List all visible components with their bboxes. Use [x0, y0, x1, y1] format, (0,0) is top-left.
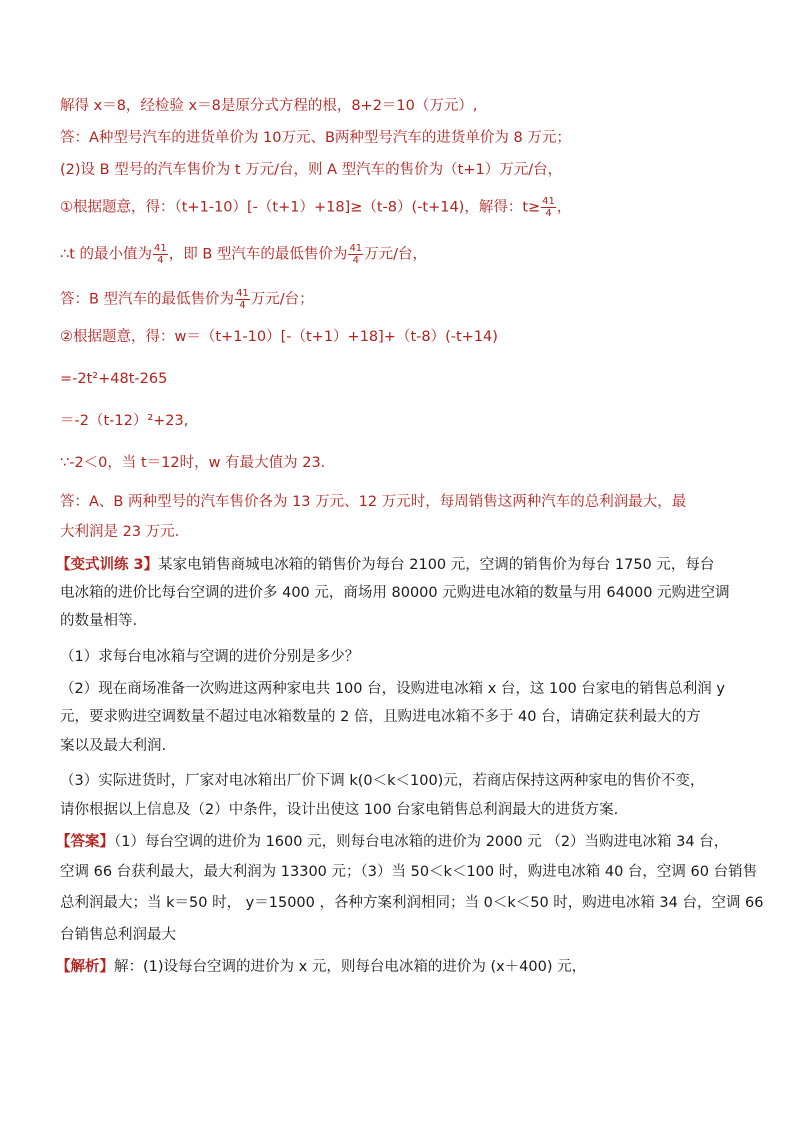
answer-tag: 【答案】 [56, 834, 114, 850]
fraction-numerator: 41 [349, 243, 363, 254]
text-segment: ∴t 的最小值为 [60, 246, 153, 263]
text-line: 的数量相等. [60, 613, 138, 629]
text-segment: ①根据题意，得：（t+1-10）[-（t+1）+18]≥（t-8）(-t+14)，解得：t≥ [60, 199, 541, 216]
text-segment: 某家电销售商城电冰箱的销售价为每台 2100 元，空调的销售价为每台 1750 元，每台 [158, 557, 715, 573]
text-segment: ，即 B 型汽车的最低售价为 [168, 246, 348, 263]
text-line: 答：A种型号汽车的进货单价为 10万元、B两种型号汽车的进货单价为 8 万元； [60, 130, 571, 146]
text-line: 元，要求购进空调数量不超过电冰箱数量的 2 倍，且购进电冰箱不多于 40 台，请确定获利最大的方 [60, 709, 701, 725]
text-segment: 答：B 型汽车的最低售价为 [60, 291, 235, 308]
fraction-denominator: 4 [157, 255, 164, 266]
text-line: 总利润最大；当 k＝50 时， y＝15000 ，各种方案利润相同；当 0＜k＜50 时，购进电冰箱 34 台，空调 66 [60, 895, 764, 911]
text-segment: （1）每台空调的进价为 1600 元，则每台电冰箱的进价为 2000 元 （2）当购进电冰箱 34 台， [114, 834, 729, 850]
text-line: 解得 x＝8，经检验 x＝8是原分式方程的根，8+2＝10（万元）, [60, 98, 478, 114]
text-line: ＝-2（t-12）²+23, [60, 413, 189, 429]
text-line: 台销售总利润最大 [60, 927, 176, 943]
question-3: （3）实际进货时，厂家对电冰箱出厂价下调 k(0＜k＜100)元，若商店保持这两种家电的售价不变， [60, 773, 705, 789]
text-line: 案以及最大利润. [60, 738, 167, 754]
text-line: 请你根据以上信息及（2）中条件，设计出使这 100 台家电销售总利润最大的进货方案. [60, 802, 619, 818]
solution-step-1 [60, 196, 571, 219]
fraction-denominator: 4 [239, 300, 246, 311]
text-segment: 解：(1)设每台空调的进价为 x 元，则每台电冰箱的进价为 (x＋400) 元， [114, 959, 587, 975]
answer-line [60, 288, 314, 311]
question-1: （1）求每台电冰箱与空调的进价分别是多少？ [60, 649, 360, 665]
text-segment: 万元/台； [250, 291, 314, 308]
text-line: (2)设 B 型号的汽车售价为 t 万元/台，则 A 型汽车的售价为（t+1）万元/台， [60, 162, 563, 178]
text-line: =-2t²+48t-265 [60, 371, 168, 387]
fraction-41-4 [541, 196, 556, 219]
variant-tag: 【变式训练 3】 [56, 557, 159, 573]
question-2: （2）现在商场准备一次购进这两种家电共 100 台，设购进电冰箱 x 台，这 100 台家电的销售总利润 y [60, 681, 725, 697]
text-line: 电冰箱的进价比每台空调的进价多 400 元，商场用 80000 元购进电冰箱的数量与用 64000 元购进空调 [60, 585, 730, 601]
text-line: 空调 66 台获利最大，最大利润为 13300 元；（3）当 50＜k＜100 时，购进电冰箱 40 台，空调 60 台销售 [60, 864, 758, 880]
fraction-numerator: 41 [236, 288, 249, 299]
fraction-41-4 [235, 288, 250, 311]
text-line: ∵-2＜0，当 t＝12时，w 有最大值为 23. [60, 455, 326, 471]
analysis-block [56, 957, 586, 977]
answer-block [56, 832, 728, 852]
min-value-line [60, 243, 427, 266]
text-line: 大利润是 23 万元. [60, 524, 180, 540]
text-line: 答：A、B 两种型号的汽车售价各为 13 万元、12 万元时，每周销售这两种汽车的总利润最大，最 [60, 494, 687, 510]
fraction-numerator: 41 [542, 196, 555, 207]
fraction-41-4 [348, 243, 363, 266]
fraction-denominator: 4 [545, 208, 552, 219]
text-line: ②根据题意，得：w＝（t+1-10）[-（t+1）+18]+（t-8）(-t+14) [60, 329, 498, 345]
analysis-tag: 【解析】 [56, 959, 114, 975]
variant-line [56, 555, 714, 575]
text-segment: ， [556, 199, 572, 216]
fraction-numerator: 41 [154, 243, 167, 254]
fraction-41-4 [153, 243, 168, 266]
fraction-denominator: 4 [352, 255, 359, 266]
text-segment: 万元/台， [364, 246, 428, 263]
